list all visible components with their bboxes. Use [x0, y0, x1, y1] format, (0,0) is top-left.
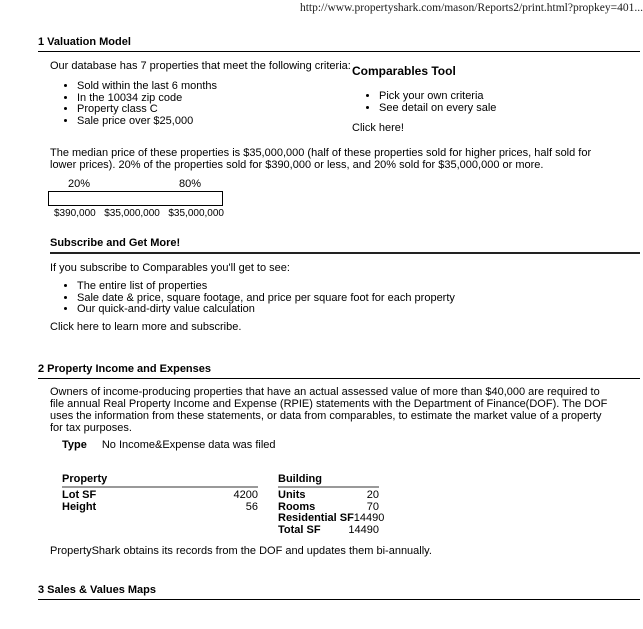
print-url-header: http://www.propertyshark.com/mason/Reports2/print.html?propkey=401...: [299, 2, 643, 14]
property-table-title: Property: [62, 473, 258, 488]
subscribe-intro: If you subscribe to Comparables you'll get to see:: [50, 262, 290, 274]
median-paragraph: The median price of these properties is $35,000,000 (half of these properties sold for higher prices, half sold for lower prices). 20% of the properties sold for $390,000 or less, and 20% sold for $35,000,000 or more.: [50, 147, 592, 171]
table-row: [278, 490, 379, 502]
criteria-intro: Our database has 7 properties that meet the following criteria:: [50, 60, 351, 72]
list-item: • Our quick-and-dirty value calculation: [77, 304, 455, 316]
row-value: 4200: [233, 489, 258, 501]
table-row: [62, 490, 258, 502]
subscribe-click-here-link[interactable]: Click here: [50, 321, 99, 333]
row-value: 14490: [348, 523, 379, 536]
row-label: Residential SF: [278, 512, 354, 524]
subscribe-cta-text: to learn more and subscribe.: [98, 321, 242, 333]
table-row: [62, 502, 258, 514]
row-label: Total SF: [278, 523, 321, 536]
subscribe-cta: [50, 321, 241, 333]
section-1-heading: 1 Valuation Model: [38, 36, 640, 52]
list-item: • The entire list of properties: [77, 281, 455, 293]
percentile-bar: [48, 191, 223, 206]
type-label: Type: [62, 439, 87, 451]
row-label: Units: [278, 489, 306, 501]
percentile-value-median: $35,000,000: [104, 208, 160, 219]
table-row: [278, 525, 379, 537]
comparables-tool-title: Comparables Tool: [352, 64, 456, 78]
list-item: • In the 10034 zip code: [77, 93, 217, 105]
section-3-heading: 3 Sales & Values Maps: [38, 584, 640, 600]
type-row: [62, 439, 276, 451]
rpie-paragraph: Owners of income-producing properties that have an actual assessed value of more than $40,000 are required to file annual Real Property Income and Expense (RPIE) statements with the Department of Finance(DOF). The DOF uses the information from these statements, or data from comparables, to estimate the market value of a property for tax purposes.: [50, 386, 608, 434]
comparables-click-here-link[interactable]: Click here!: [352, 122, 404, 134]
list-item: • Pick your own criteria: [379, 91, 587, 103]
percentile-value-low: $390,000: [54, 208, 96, 219]
row-value: 20: [366, 489, 379, 501]
list-item: • See detail on every sale: [379, 103, 587, 115]
percentile-value-high: $35,000,000: [168, 208, 224, 219]
percentile-20-label: 20%: [57, 179, 101, 192]
list-item: • Property class C: [77, 104, 217, 116]
comparables-tool-panel: [352, 65, 587, 134]
table-row: [278, 512, 385, 525]
list-item: • Sold within the last 6 months: [77, 81, 217, 93]
property-table: [62, 473, 258, 513]
row-label: Rooms: [278, 500, 316, 513]
subscribe-heading: Subscribe and Get More!: [50, 237, 640, 254]
row-value: 70: [366, 500, 379, 513]
percentile-values: [54, 208, 224, 219]
type-value: No Income&Expense data was filed: [101, 439, 276, 451]
row-label: Height: [62, 500, 97, 513]
row-value: 56: [245, 500, 258, 513]
dof-footnote: PropertyShark obtains its records from the DOF and updates them bi-annually.: [50, 545, 432, 557]
comparables-tool-list: [360, 91, 587, 114]
list-item: • Sale date & price, square footage, and price per square foot for each property: [77, 293, 455, 305]
percentile-80-label: 80%: [168, 179, 212, 192]
row-value: 14490: [353, 512, 385, 524]
subscribe-benefits-list: [58, 281, 455, 316]
row-label: Lot SF: [62, 489, 97, 501]
criteria-list: [58, 81, 217, 127]
building-table: [278, 473, 385, 536]
list-item: • Sale price over $25,000: [77, 116, 217, 128]
section-2-heading: 2 Property Income and Expenses: [38, 363, 640, 379]
building-table-title: Building: [278, 473, 379, 488]
